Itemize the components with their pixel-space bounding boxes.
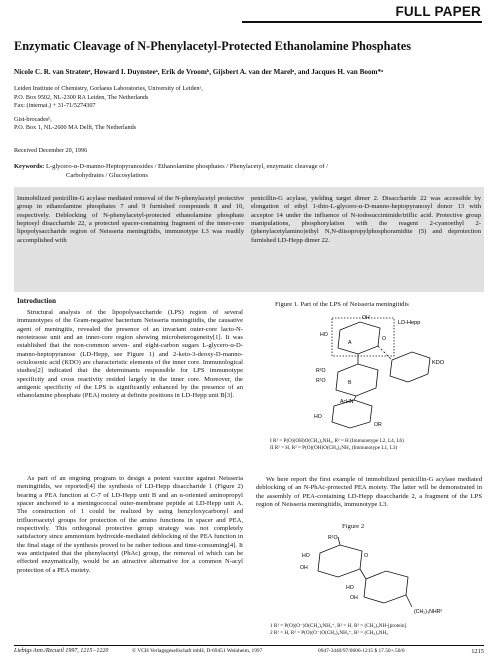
affiliations xyxy=(14,85,314,133)
header-rule xyxy=(242,21,482,23)
fig1-label-o: O xyxy=(382,336,387,342)
fig1-label-achn: AcHN xyxy=(340,399,354,405)
footer-publisher: © VCH Verlagsgesellschaft mbH, D-69451 Weinheim, 1997 xyxy=(132,648,263,654)
fig2-label-o: O xyxy=(364,553,369,559)
intro-heading: Introduction xyxy=(17,297,57,305)
keywords-block xyxy=(14,163,484,180)
figure-1-legend-line: I R¹ = P(O)(OH)O(CH₂)₂NH₂, R² = H (Immunotype L2, L4, L6) xyxy=(270,438,404,444)
affiliation-line: P.O. Box 9502, NL-2300 RA Leiden, The Netherlands xyxy=(14,93,149,101)
figure-2-legend-line: 1 R¹ = P(O)(O⁻)O(CH₂)₂NH₃⁺, R² = H, R² = (CH₂)₃NH-[protein] xyxy=(270,623,407,629)
keywords-label: Keywords: xyxy=(14,163,45,170)
fig2-label-oh: OH xyxy=(300,565,308,571)
footer-journal: Liebigs Ann./Recueil 1997, 1215−1220 xyxy=(14,648,109,654)
fig1-label-oh: OH xyxy=(362,315,370,321)
fig1-label-or: OR xyxy=(374,422,382,428)
figure-2-legend-line: 2 R¹ = H, R² = P(O)(O⁻)O(CH₂)₂NH₃⁺, R² = (CH₂)₃NH₂ xyxy=(270,630,389,636)
figure-2-caption: Figure 2 xyxy=(342,523,365,530)
fig1-label-a: A xyxy=(348,340,352,346)
affiliation-line: Fax: (internat.) + 31-71/5274307 xyxy=(14,102,96,110)
fig1-label-r2o: R²O xyxy=(316,368,326,374)
right-paragraph-1: We here report the first example of immobilized penicillin-G acylase mediated deblocking of an N-PhAc-protected PEA moiety. The latter will be demonstrated in the assembly of PEA-containing LD-Hepp disaccharide 2, a fragment of the LPS region of Neisseria meningitidis, immunotype L3. xyxy=(256,476,482,509)
figure-1-structure xyxy=(300,310,450,433)
figure-1-legend xyxy=(270,438,480,452)
received-date: Received December 20, 1996 xyxy=(14,147,88,154)
footer-rule xyxy=(14,645,484,646)
keywords-line-2: Carbohydrates / Glucosylations xyxy=(66,171,148,179)
footer-code: 0947-3440/97/0606-1215 $ 17.50+.50/0 xyxy=(318,648,405,654)
figure-1-legend-line: II R¹ = H, R² = P(O)(OH)O(CH₂)₂NH₂ (Immunotype L1, L3) xyxy=(270,445,398,451)
authors: Nicole C. R. van Stratenᵃ, Howard I. Duynsteeᵃ, Erik de Vroomᵇ, Gijsbert A. van der Marelᵃ, and Jacques H. van Boom*ᵃ xyxy=(14,68,384,76)
fig2-label-ho-2: HO xyxy=(346,585,354,591)
footer xyxy=(14,648,484,654)
intro-paragraph-1: Structural analysis of the lipopolysaccharide (LPS) region of several immunotypes of the Gram-negative bacterium Neisseria meningitidis, the causative agent of meningitis, revealed the presence of an invariant outer-core lacto-N-neotetraose unit and an inner-core region showing microheterogeneity[1]. It was established that the non-common seven- and eight-carbon sugars L-glycero-α-D-manno-heptopyranose (LD-Hepp, see Figure 1) and 2-keto-3-deoxy-D-manno-octulosonic acid (KDO) are characteristic elements of the inner core. Immunological studies[2] indicated that the determinants responsible for LPS immunotype specificity and cross reactivity resided largely in the inner core. Moreover, the antigenic specificity of the LPS is significantly enhanced by the presence of an ethanolamine phosphate (PEA) moiety at definite positions in LD-Hepp unit B[3]. xyxy=(17,309,243,400)
affiliation-line: P.O. Box 1, NL-2600 MA Delft, The Netherlands xyxy=(14,124,137,132)
figure-2-legend xyxy=(270,623,484,637)
abstract-left: Immobilized penicillin-G acylase mediated removal of the N-phenylacetyl protective group in ethanolamine phosphates 7 and 9 furnished compounds 8 and 10, respectively. Deblocking of N-phenylacetyl-protected ethanolamine phosphate heptosyl disaccharide 22, a protected spacer-containing fragment of the inner-core lipopolysaccharide region of Neisseria meningitidis, immunotype L3 was readily accomplished with xyxy=(17,195,244,244)
fig1-label-ho: HO xyxy=(320,332,328,338)
fig1-label-ho-bottom: HO xyxy=(314,414,322,420)
fig1-label-ldhepp: LD-Hepp xyxy=(398,320,421,326)
footer-page-number: 1215 xyxy=(471,648,484,655)
abstract-right: penicillin-G acylase, yielding target dimer 2. Disaccharide 22 was accessible by elongation of ethyl 1-thio-L-glycero-α-D-manno-heptopyranosyl donor 13 with acceptor 14 under the influence of N-iodosuccinimide/triflic acid. Protective group manipulations, phosphorylation with the reagent 2-cyanoethyl 2-(phenylacetylamino)ethyl N,N-diisopropylphosphoramidite (5) and deprotection furnished LD-Hepp dimer 22. xyxy=(251,195,481,244)
figure-1-caption: Figure 1. Part of the LPS of Neisseria meningitidis xyxy=(275,301,409,308)
affiliation-line: Gist-brocadesᵇ, xyxy=(14,115,52,123)
page-title: Enzymatic Cleavage of N-Phenylacetyl-Protected Ethanolamine Phosphates xyxy=(14,39,411,53)
fig1-label-r1o: R¹O xyxy=(316,378,326,384)
figure-2-structure xyxy=(280,533,470,621)
fig1-label-b: B xyxy=(348,380,352,386)
fig2-label-spacer: (CH₂)₃NHR² xyxy=(414,609,443,615)
fig2-label-r1o: R¹O xyxy=(328,535,338,541)
intro-paragraph-2: As part of an ongoing program to design a potent vaccine against Neisseria meningitidis, we reported[4] the synthesis of LD-Hepp disaccharide 1 (Figure 2) bearing a PEA function at C-7 of LD-Hepp unit B and an α-oriented aminopropyl spacer anchored to a meningococcal outer-membrane peptide at LD-Hepp unit A. The construction of 1 could be realized by using benzyloxycarbonyl and trifluoroacetyl groups for protection of the amino functions in spacer and PEA, respectively. This orthogonal protective group strategy was not completely satisfactory since ammonium hydroxide-mediated deblocking of the PEA function in the final stage of the synthesis proved to be rather tedious and time-consuming[4]. It was anticipated that the phenylacetyl (PhAc) group, the removal of which can be effected enzymatically, would be an attractive alternative for a common N-acyl protection of a PEA moiety. xyxy=(17,475,243,574)
affiliation-line: Leiden Institute of Chemistry, Gorlaeus Laboratories, University of Leidenᵃ, xyxy=(14,85,203,92)
fig1-label-kdo: KDO xyxy=(432,360,445,366)
fig2-label-oh-2: OH xyxy=(350,595,358,601)
keywords-line-1: L-glycero-α-D-manno-Heptopyranosides / Ethanolamine phosphates / Phenylacetyl, enzymatic cleavage of / xyxy=(45,163,329,170)
fig2-label-ho: HO xyxy=(302,553,310,559)
header-label: FULL PAPER xyxy=(395,4,481,19)
